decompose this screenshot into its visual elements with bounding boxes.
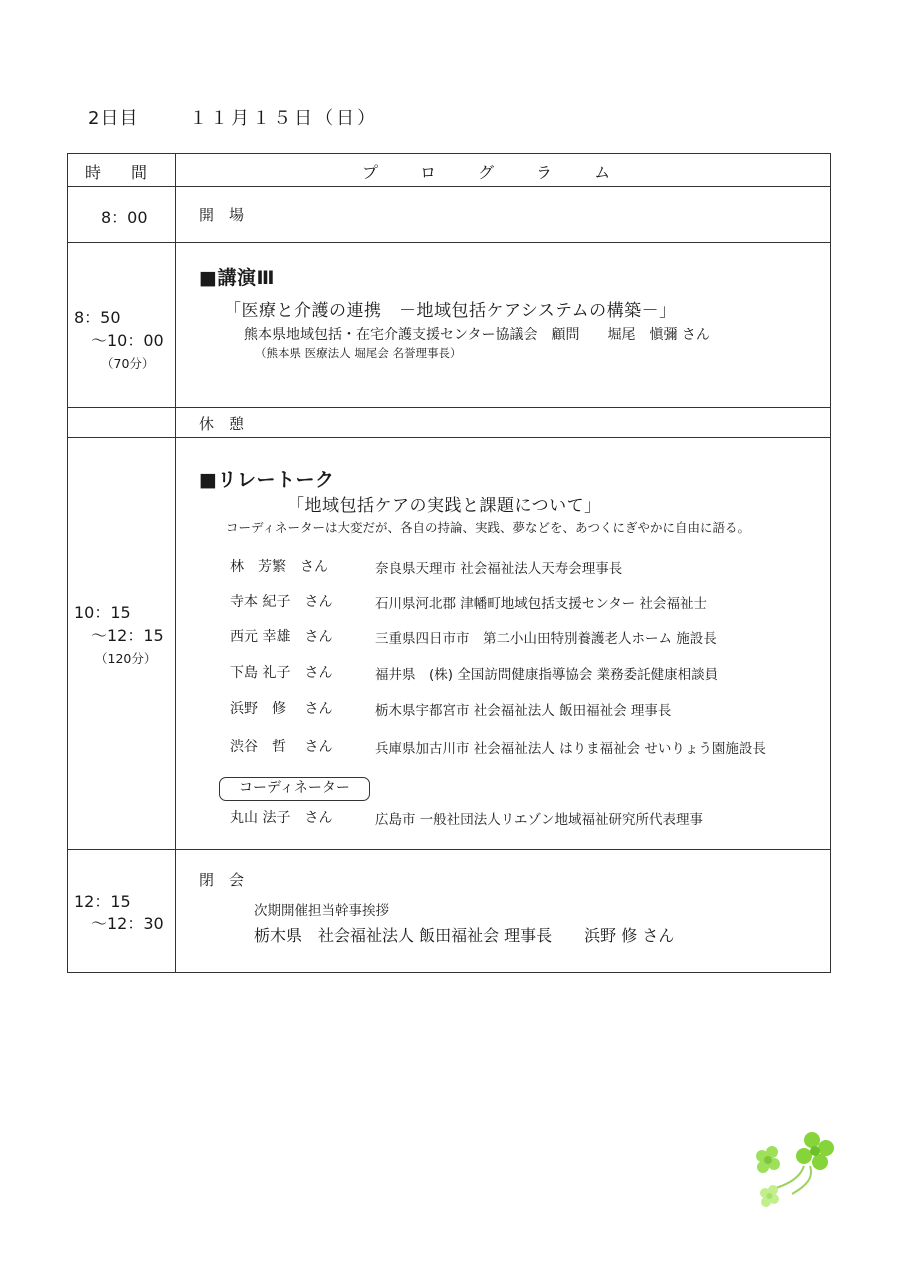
relay-title: ■リレートーク: [199, 469, 335, 491]
day-header: [88, 104, 378, 130]
time-closing-end: ～12：30: [91, 914, 164, 933]
closing-subtitle: 次期開催担当幹事挨拶: [254, 903, 389, 919]
speaker-affiliation: 石川県河北郡 津幡町地域包括支援センター 社会福祉士: [375, 596, 708, 612]
relay-description: コーディネーターは大変だが、各自の持論、実践、夢などを、あつくにぎやかに自由に語る。: [226, 520, 751, 535]
speaker-name: 浜野 修 さん: [230, 701, 333, 717]
time-relay-end: ～12：15: [91, 626, 164, 645]
coordinator-badge: コーディネーター: [219, 777, 370, 801]
speaker-name: 林 芳繁 さん: [230, 559, 328, 575]
coordinator-affiliation: 広島市 一般社団法人リエゾン地域福祉研究所代表理事: [375, 812, 704, 828]
time-opening: 8：00: [101, 208, 148, 227]
day-label: 2日目: [88, 108, 139, 129]
speaker-name: 西元 幸雄 さん: [230, 629, 333, 645]
speaker-affiliation: 福井県 (株) 全国訪問健康指導協会 業務委託健康相談員: [375, 667, 719, 683]
row-rule: [67, 437, 831, 438]
lecture-speaker-note: （熊本県 医療法人 堀尾会 名誉理事長）: [255, 346, 462, 360]
row-rule: [67, 242, 831, 243]
relay-subtitle: 「地域包括ケアの実践と課題について」: [287, 496, 602, 516]
row-rule: [67, 407, 831, 408]
lecture-speaker: 熊本県地域包括・在宅介護支援センター協議会 顧問 堀尾 愼彌 さん: [244, 327, 710, 343]
speaker-affiliation: 兵庫県加古川市 社会福祉法人 はりま福祉会 せいりょう園施設長: [375, 741, 766, 757]
table-column-divider: [175, 153, 176, 973]
speaker-name: 渋谷 哲 さん: [230, 739, 333, 755]
lecture-title: ■講演Ⅲ: [199, 267, 275, 289]
column-header-time: 時 間: [85, 163, 148, 182]
speaker-name: 下島 礼子 さん: [230, 665, 333, 681]
speaker-affiliation: 奈良県天理市 社会福祉法人天寿会理事長: [375, 561, 623, 577]
program-opening: 開 場: [199, 206, 245, 224]
time-relay-start: 10：15: [74, 603, 131, 622]
table-header-rule: [67, 186, 831, 187]
speaker-affiliation: 栃木県宇都宮市 社会福祉法人 飯田福祉会 理事長: [375, 703, 672, 719]
clover-icon: [748, 1126, 840, 1212]
speaker-name: 寺本 紀子 さん: [230, 594, 333, 610]
closing-speaker: 栃木県 社会福祉法人 飯田福祉会 理事長 浜野 修 さん: [254, 926, 675, 945]
program-closing: 閉 会: [199, 871, 245, 889]
duration-relay: （120分）: [95, 651, 157, 666]
date-label: １１月１５日（日）: [189, 108, 379, 129]
time-closing-start: 12：15: [74, 892, 131, 911]
time-lecture-end: ～10：00: [91, 331, 164, 350]
program-break: 休 憩: [199, 415, 245, 433]
column-header-program: プ ロ グ ラ ム: [362, 163, 611, 182]
lecture-subtitle: 「医療と介護の連携 －地域包括ケアシステムの構築－」: [224, 301, 677, 321]
coordinator-name: 丸山 法子 さん: [230, 810, 333, 826]
speaker-affiliation: 三重県四日市市 第二小山田特別養護老人ホーム 施設長: [375, 631, 717, 647]
duration-lecture: （70分）: [101, 356, 155, 371]
time-lecture-start: 8：50: [74, 308, 121, 327]
row-rule: [67, 849, 831, 850]
